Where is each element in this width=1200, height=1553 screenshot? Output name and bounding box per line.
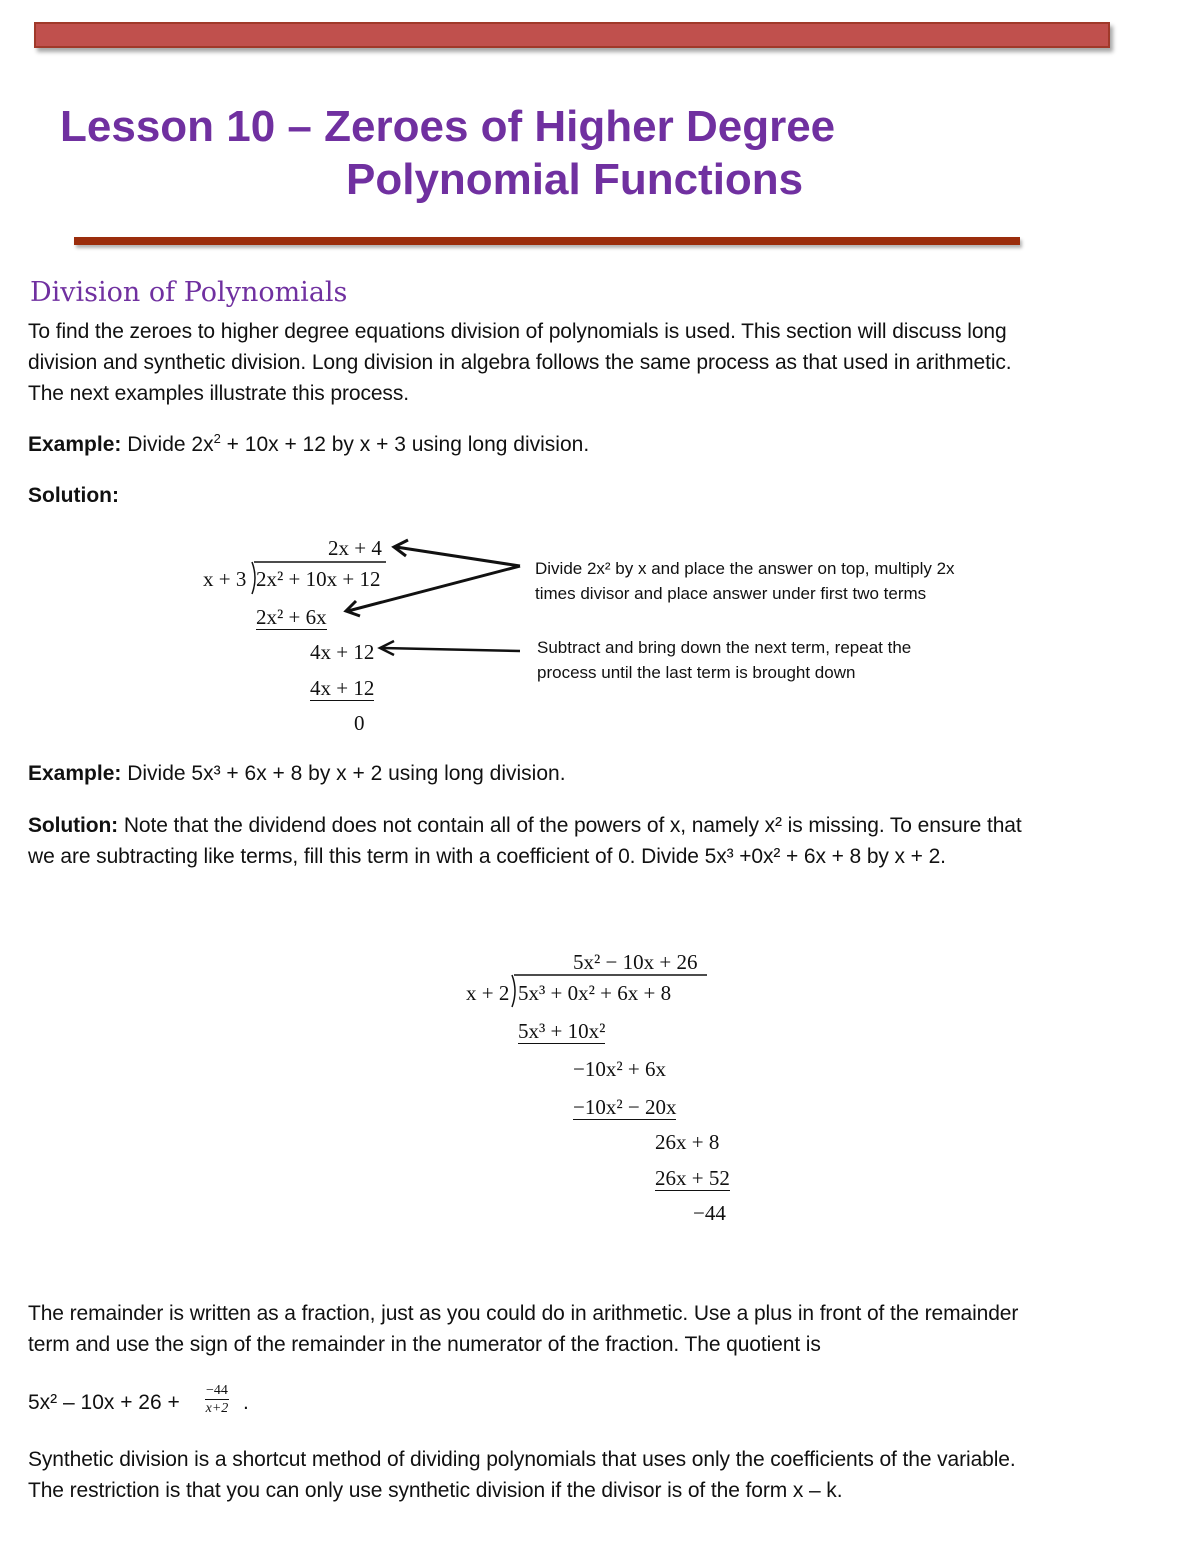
solution-text: we are subtracting like terms, fill this term in with a coefficient of 0. Divide 5x³ +0x² + 6x + 8 by x + 2. bbox=[28, 845, 946, 868]
division1-quotient: 2x + 4 bbox=[328, 536, 382, 560]
example2-solution bbox=[28, 810, 1178, 872]
section-heading: Division of Polynomials bbox=[30, 277, 348, 308]
fraction-denominator: x+2 bbox=[205, 1401, 229, 1416]
example-label: Example: bbox=[28, 433, 122, 456]
annotation2-line1: Subtract and bring down the next term, repeat the bbox=[537, 638, 912, 657]
example1-statement: Example: Divide $2x^2 + 10x + 12$ by x + 3 using long division. bbox=[28, 431, 590, 456]
division2-step3: −10x² − 20x bbox=[573, 1095, 677, 1119]
expression-period: . bbox=[243, 1391, 249, 1414]
example2-text: Divide 5x³ + 6x + 8 by x + 2 using long division. bbox=[127, 762, 566, 785]
division2-step4: 26x + 8 bbox=[655, 1130, 720, 1154]
example1-text-b: + 10x + 12 by x + 3 using long division. bbox=[220, 433, 590, 456]
arrow-to-step2 bbox=[382, 648, 520, 651]
division1-bracket bbox=[252, 562, 255, 594]
remainder-fraction bbox=[205, 1382, 229, 1417]
example-label: Example: bbox=[28, 762, 122, 785]
example1-text-a: Divide 2x bbox=[127, 433, 214, 456]
solution-text: Note that the dividend does not contain all of the powers of x, namely x² is missing. To ensure that bbox=[118, 814, 1022, 837]
intro-line: division and synthetic division. Long division in algebra follows the same process as that used in arithmetic. bbox=[28, 351, 1012, 374]
arrow-to-quotient bbox=[396, 547, 520, 566]
division2-step5: 26x + 52 bbox=[655, 1166, 730, 1190]
solution-label: Solution: bbox=[28, 814, 119, 837]
arrow-to-step1 bbox=[348, 566, 520, 611]
annotation1-line1: Divide 2x² by x and place the answer on top, multiply 2x bbox=[535, 559, 955, 578]
quotient-expression: 5x² – 10x + 26 + bbox=[28, 1391, 180, 1414]
division1-step1: 2x² + 6x bbox=[256, 605, 327, 629]
division1-divisor: x + 3 bbox=[203, 567, 247, 591]
example2-statement bbox=[28, 758, 566, 789]
page-title-line1: Lesson 10 – Zeroes of Higher Degree bbox=[60, 102, 836, 151]
division2-dividend: 5x³ + 0x² + 6x + 8 bbox=[518, 981, 672, 1005]
remainder-paragraph: The remainder is written as a fraction, just as you could do in arithmetic. Use a plus in front of the remainder term and use the sign of the remainder in the numerator of the fraction. The quotient is bbox=[28, 1302, 1019, 1356]
synthetic-paragraph: Synthetic division is a shortcut method of dividing polynomials that uses only the coefficients of the variable. The restriction is that you can only use synthetic division if the divisor is of the form x – k. bbox=[28, 1448, 1016, 1502]
division2-step1: 5x³ + 10x² bbox=[518, 1019, 606, 1043]
annotation2-line2: process until the last term is brought down bbox=[537, 663, 856, 682]
solution-label: Solution: bbox=[28, 484, 119, 507]
fraction-numerator: −44 bbox=[206, 1383, 228, 1398]
division1-step3: 4x + 12 bbox=[310, 676, 375, 700]
page-title-line2: Polynomial Functions bbox=[346, 155, 804, 204]
division2-step2: −10x² + 6x bbox=[573, 1057, 666, 1081]
division1-dividend: 2x² + 10x + 12 bbox=[256, 567, 381, 591]
division2-quotient: 5x² − 10x + 26 bbox=[573, 950, 698, 974]
division2-remainder: −44 bbox=[693, 1201, 726, 1225]
division1-step2: 4x + 12 bbox=[310, 640, 375, 664]
division2-divisor: x + 2 bbox=[466, 981, 510, 1005]
division1-remainder: 0 bbox=[354, 711, 365, 735]
intro-line: The next examples illustrate this process. bbox=[28, 382, 409, 405]
annotation1-line2: times divisor and place answer under first two terms bbox=[535, 584, 927, 603]
intro-line: To find the zeroes to higher degree equations division of polynomials is used. This section will discuss long bbox=[28, 320, 1007, 343]
division2-bracket bbox=[512, 975, 515, 1007]
